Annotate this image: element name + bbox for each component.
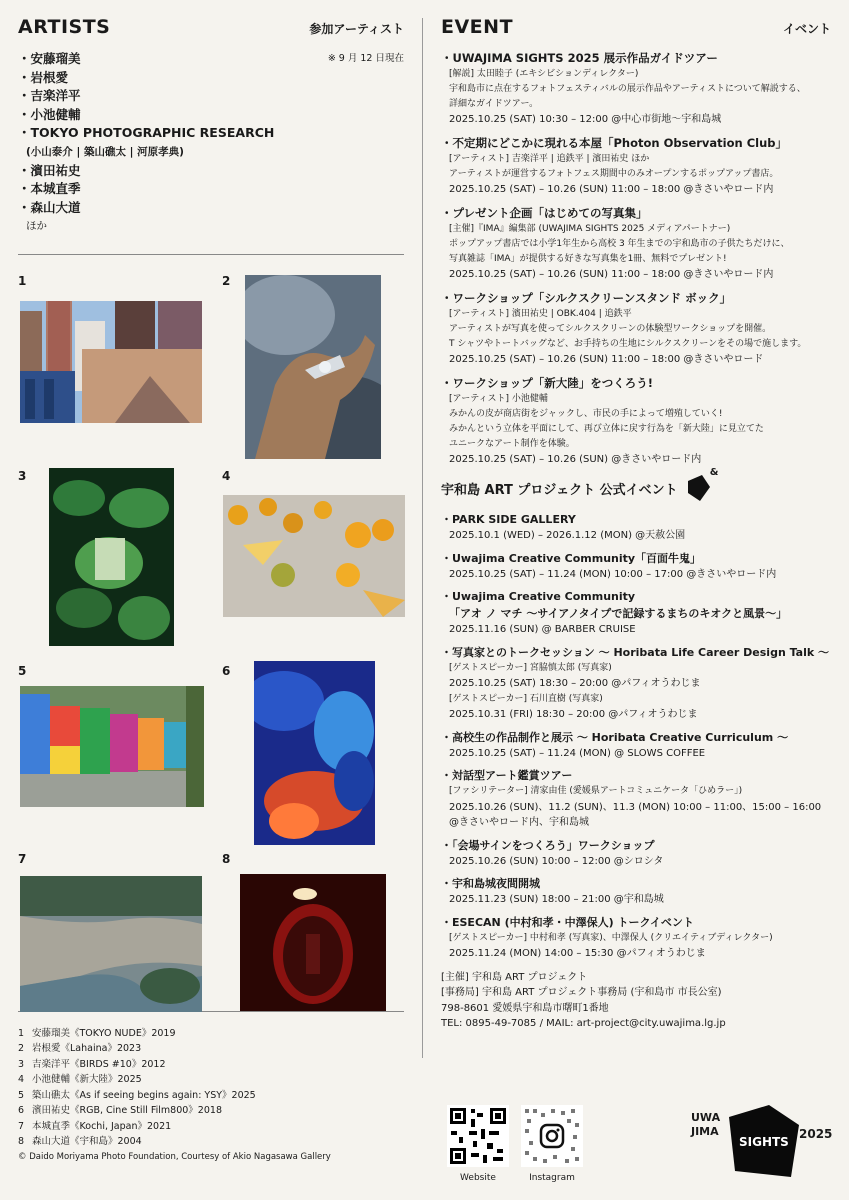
credit-number: 4	[18, 1074, 25, 1086]
logo-year: 2025	[799, 1127, 833, 1141]
footer	[441, 1105, 831, 1190]
official-event-detail: 2025.10.25 (SAT) – 11.24 (MON) 10:00 – 17:00 @きさいやロード内	[449, 568, 777, 580]
event-item-date: 2025.10.25 (SAT) – 10.26 (SUN) 11:00 – 18:00 @きさいやロード内	[449, 184, 774, 195]
instagram-label: Instagram	[529, 1173, 575, 1183]
photo-number: 3	[18, 468, 27, 483]
artist-name: ・本城直季	[18, 181, 81, 197]
official-event-detail: 2025.10.31 (FRI) 18:30 – 20:00 @パフィオうわじま	[449, 709, 698, 720]
contact-info	[441, 970, 831, 1032]
official-event-detail: [ゲストスピーカー] 中村和孝 (写真家)、中澤保人 (クリエイティブディレクター)	[449, 932, 773, 943]
organizer: [主催] 宇和島 ART プロジェクト	[441, 971, 588, 983]
photo-grid	[18, 255, 404, 995]
artist-name: ・岩根愛	[18, 69, 69, 85]
credit-text: 濱田祐史《RGB, Cine Still Film800》2018	[32, 1105, 222, 1117]
official-event-title: ・対話型アート鑑賞ツアー	[441, 769, 573, 782]
artist-name: ・森山大道	[18, 199, 81, 215]
photo-number: 5	[18, 663, 27, 678]
artist-etc: ほか	[26, 220, 47, 233]
official-event-detail: @きさいやロード内、宇和島城	[449, 817, 589, 828]
event-item-detail: [アーティスト] 吉楽洋平 | 追鉄平 | 濱田祐史 ほか	[449, 154, 650, 164]
photo-number: 7	[18, 851, 27, 866]
artists-title: ARTISTS	[18, 16, 111, 38]
photo-number: 8	[222, 851, 231, 866]
artist-list	[18, 50, 404, 236]
event-item-detail: みかんという立体を平面にして、再び立体に戻す行為を「新大陸」に見立てた	[449, 424, 764, 434]
event-item	[441, 290, 831, 367]
credit-text: 築山礁太《As if seeing begins again: YSY》2025	[32, 1089, 256, 1101]
logo-sights: SIGHTS	[739, 1135, 789, 1149]
official-event-detail: 2025.11.16 (SUN) @ BARBER CRUISE	[449, 624, 636, 635]
official-event-detail: 2025.11.23 (SUN) 18:00 – 21:00 @宇和島城	[449, 894, 664, 905]
event-item-detail: みかんの皮が商店街をジャックし、市民の手によって増殖していく!	[449, 409, 723, 419]
event-item-detail: ユニークなアート制作を体験。	[449, 439, 575, 449]
credit-number: 8	[18, 1136, 25, 1148]
official-event-title: ・ESECAN (中村和孝・中澤保人) トークイベント	[441, 915, 694, 929]
official-event-item	[441, 875, 831, 908]
date-note: ※ 9 月 12 日現在	[327, 53, 404, 64]
event-item-detail: 写真雑誌「IMA」が提供する好きな写真集を1冊、無料でプレゼント!	[449, 254, 727, 264]
event-item-detail: T シャツやトートバッグなど、お手持ちの生地にシルクスクリーンをその場で施します。	[449, 339, 807, 349]
official-event-item	[441, 588, 831, 638]
photo-7-aerial-town	[20, 876, 202, 1012]
logo-ampersand: &	[709, 467, 719, 478]
credit-line	[18, 1134, 404, 1150]
photo-2-hand	[245, 275, 381, 459]
artist-members: (小山泰介 | 築山礁太 | 河原孝典)	[26, 145, 184, 158]
credit-text: 本城直季《Kochi, Japan》2021	[32, 1120, 172, 1132]
photo-number: 2	[222, 273, 231, 288]
event-item	[441, 50, 831, 127]
event-item-detail: [主催]『IMA』編集部 (UWAJIMA SIGHTS 2025 メディアパートナー)	[449, 224, 731, 234]
official-events-title: 宇和島 ART プロジェクト 公式イベント	[441, 482, 678, 498]
official-event-title: ・宇和島城夜間開城	[441, 877, 540, 890]
official-event-item	[441, 550, 831, 583]
credit-text: 森山大道《宇和島》2004	[32, 1136, 142, 1148]
photo-3-leaves	[49, 468, 174, 646]
official-event-title: ・Uwajima Creative Community「百面牛鬼」	[441, 551, 702, 565]
photo-credits	[18, 1026, 404, 1166]
event-item-title: ・UWAJIMA SIGHTS 2025 展示作品ガイドツアー	[441, 51, 718, 65]
tel-mail: TEL: 0895-49-7085 / MAIL: art-project@city.uwajima.lg.jp	[441, 1018, 726, 1030]
official-event-detail: [ゲストスピーカー] 石川直樹 (写真家)	[449, 693, 603, 704]
event-column	[441, 0, 831, 1032]
artist-name: ・吉楽洋平	[18, 88, 81, 104]
project-logo-icon	[688, 467, 719, 501]
event-item-title: ・ワークショップ「新大陸」をつくろう!	[441, 376, 654, 390]
event-item	[441, 135, 831, 197]
event-list	[441, 50, 831, 467]
website-qr-code[interactable]	[447, 1105, 509, 1167]
photo-5-colorful-wall	[20, 686, 204, 807]
official-event-item	[441, 729, 831, 762]
address: 798-8601 愛媛県宇和島市曙町1番地	[441, 1002, 609, 1014]
credit-number: 1	[18, 1027, 25, 1039]
event-item-detail: [解説] 太田睦子 (エキシビションディレクター)	[449, 69, 639, 79]
event-item-date: 2025.10.25 (SAT) 10:30 – 12:00 @中心市街地〜宇和島城	[449, 114, 722, 125]
artists-column	[18, 0, 404, 1165]
artist-name: ・小池健輔	[18, 106, 81, 122]
credit-text: 小池健輔《新大陸》2025	[32, 1074, 142, 1086]
artist-name: ・安藤瑠美	[18, 51, 81, 66]
photo-4-oranges	[223, 495, 405, 617]
logo-jima: JIMA	[691, 1125, 719, 1138]
official-event-item	[441, 511, 831, 544]
credit-number: 6	[18, 1105, 25, 1117]
photo-6-rgb	[254, 661, 375, 845]
event-item-detail: 詳細なガイドツアー。	[449, 99, 539, 109]
official-event-list	[441, 511, 831, 962]
website-label: Website	[460, 1173, 496, 1183]
logo-uwa: UWA	[691, 1111, 721, 1124]
photo-8-red-mirror	[240, 874, 386, 1011]
credit-line	[18, 1119, 404, 1135]
credit-text: 吉楽洋平《BIRDS #10》2012	[32, 1058, 166, 1070]
official-event-item	[441, 644, 831, 723]
credit-number: 7	[18, 1120, 25, 1132]
credit-number: 3	[18, 1058, 25, 1070]
credit-number: 2	[18, 1043, 25, 1055]
event-item-date: 2025.10.25 (SAT) – 10.26 (SUN) 11:00 – 18:00 @きさいやロード内	[449, 269, 774, 280]
artist-name: ・濱田祐史	[18, 162, 81, 178]
artists-subtitle: 参加アーティスト	[309, 22, 404, 36]
event-header	[441, 0, 831, 46]
artists-header	[18, 0, 404, 46]
official-event-item	[441, 837, 831, 870]
official-event-detail: 2025.10.26 (SUN)、11.2 (SUN)、11.3 (MON) 10:00 – 11:00、15:00 – 16:00	[449, 801, 822, 813]
photo-number: 1	[18, 273, 27, 288]
logo-text-uwajima	[691, 1111, 720, 1139]
official-event-detail: 2025.11.24 (MON) 14:00 – 15:30 @パフィオうわじま	[449, 948, 706, 959]
credit-line	[18, 1088, 404, 1104]
credit-line	[18, 1026, 404, 1042]
event-item-detail: アーティストが運営するフォトフェス期間中のみオープンするポップアップ書店。	[449, 169, 779, 179]
column-divider	[422, 18, 423, 1058]
official-events-header	[441, 467, 831, 501]
official-event-detail: [ファシリテーター] 清家由佳 (愛媛県アートコミュニケータ「ひめラー」)	[449, 786, 743, 796]
photo-1-cityscape	[20, 301, 202, 423]
event-item-detail: ポップアップ書店では小学1年生から高校 3 年生までの宇和島市の子供たちだけに、	[449, 239, 790, 249]
event-item-date: 2025.10.25 (SAT) – 10.26 (SUN) @きさいやロード内	[449, 454, 702, 465]
event-item-detail: アーティストが写真を使ってシルクスクリーンの体験型ワークショップを開催。	[449, 324, 772, 334]
event-item-title: ・不定期にどこかに現れる本屋「Photon Observation Club」	[441, 136, 788, 150]
credit-text: 岩根愛《Lahaina》2023	[32, 1043, 142, 1055]
event-subtitle: イベント	[782, 22, 831, 36]
official-event-title: ・写真家とのトークセッション 〜 Horibata Life Career Design Talk 〜	[441, 645, 830, 659]
photo-number: 4	[222, 468, 231, 483]
credit-line	[18, 1041, 404, 1057]
uwajima-sights-logo	[729, 1105, 799, 1177]
event-item-detail: [アーティスト] 濱田祐史 | OBK.404 | 追鉄平	[449, 309, 632, 319]
office: [事務局] 宇和島 ART プロジェクト事務局 (宇和島市 市長公室)	[441, 987, 722, 999]
official-event-title: ・PARK SIDE GALLERY	[441, 513, 576, 526]
event-item-detail: [アーティスト] 小池健輔	[449, 394, 548, 404]
instagram-qr-code[interactable]	[521, 1105, 583, 1167]
artist-name: ・TOKYO PHOTOGRAPHIC RESEARCH	[18, 125, 275, 141]
event-item-title: ・プレゼント企画「はじめての写真集」	[441, 206, 648, 220]
official-event-title: ・高校生の作品制作と展示 〜 Horibata Creative Curriculum 〜	[441, 730, 789, 744]
event-item	[441, 375, 831, 467]
event-title: EVENT	[441, 16, 514, 38]
credit-line	[18, 1057, 404, 1073]
event-item-detail: 宇和島市に点在するフォトフェスティバルの展示作品やアーティストについて解説する、	[449, 84, 806, 94]
credit-number: 5	[18, 1089, 25, 1101]
official-event-detail: 2025.10.25 (SAT) 18:30 – 20:00 @パフィオうわじま	[449, 678, 701, 689]
official-event-detail: 2025.10.25 (SAT) – 11.24 (MON) @ SLOWS COFFEE	[449, 747, 706, 759]
photo-number: 6	[222, 663, 231, 678]
event-item-title: ・ワークショップ「シルクスクリーンスタンド ボック」	[441, 291, 732, 305]
official-event-title: ・「会場サインをつくろう」ワークショップ	[441, 838, 655, 852]
credit-line	[18, 1072, 404, 1088]
credit-text: 安藤瑠美《TOKYO NUDE》2019	[32, 1027, 176, 1039]
official-event-title: ・Uwajima Creative Community	[441, 590, 636, 603]
official-event-item	[441, 767, 831, 831]
official-event-detail: 2025.10.26 (SUN) 10:00 – 12:00 @シロシタ	[449, 855, 664, 867]
official-event-detail: 2025.10.1 (WED) – 2026.1.12 (MON) @天赦公園	[449, 530, 686, 541]
copyright: © Daido Moriyama Photo Foundation, Courtesy of Akio Nagasawa Gallery	[18, 1151, 331, 1162]
official-event-subtitle: 「アオ ノ マチ 〜サイアノタイプで記録するまちのキオクと風景〜」	[449, 607, 788, 620]
official-event-detail: [ゲストスピーカー] 宮脇慎太郎 (写真家)	[449, 662, 612, 673]
event-item	[441, 205, 831, 282]
event-item-date: 2025.10.25 (SAT) – 10.26 (SUN) 11:00 – 18:00 @きさいやロード	[449, 354, 764, 365]
official-event-item	[441, 914, 831, 962]
credit-line	[18, 1103, 404, 1119]
